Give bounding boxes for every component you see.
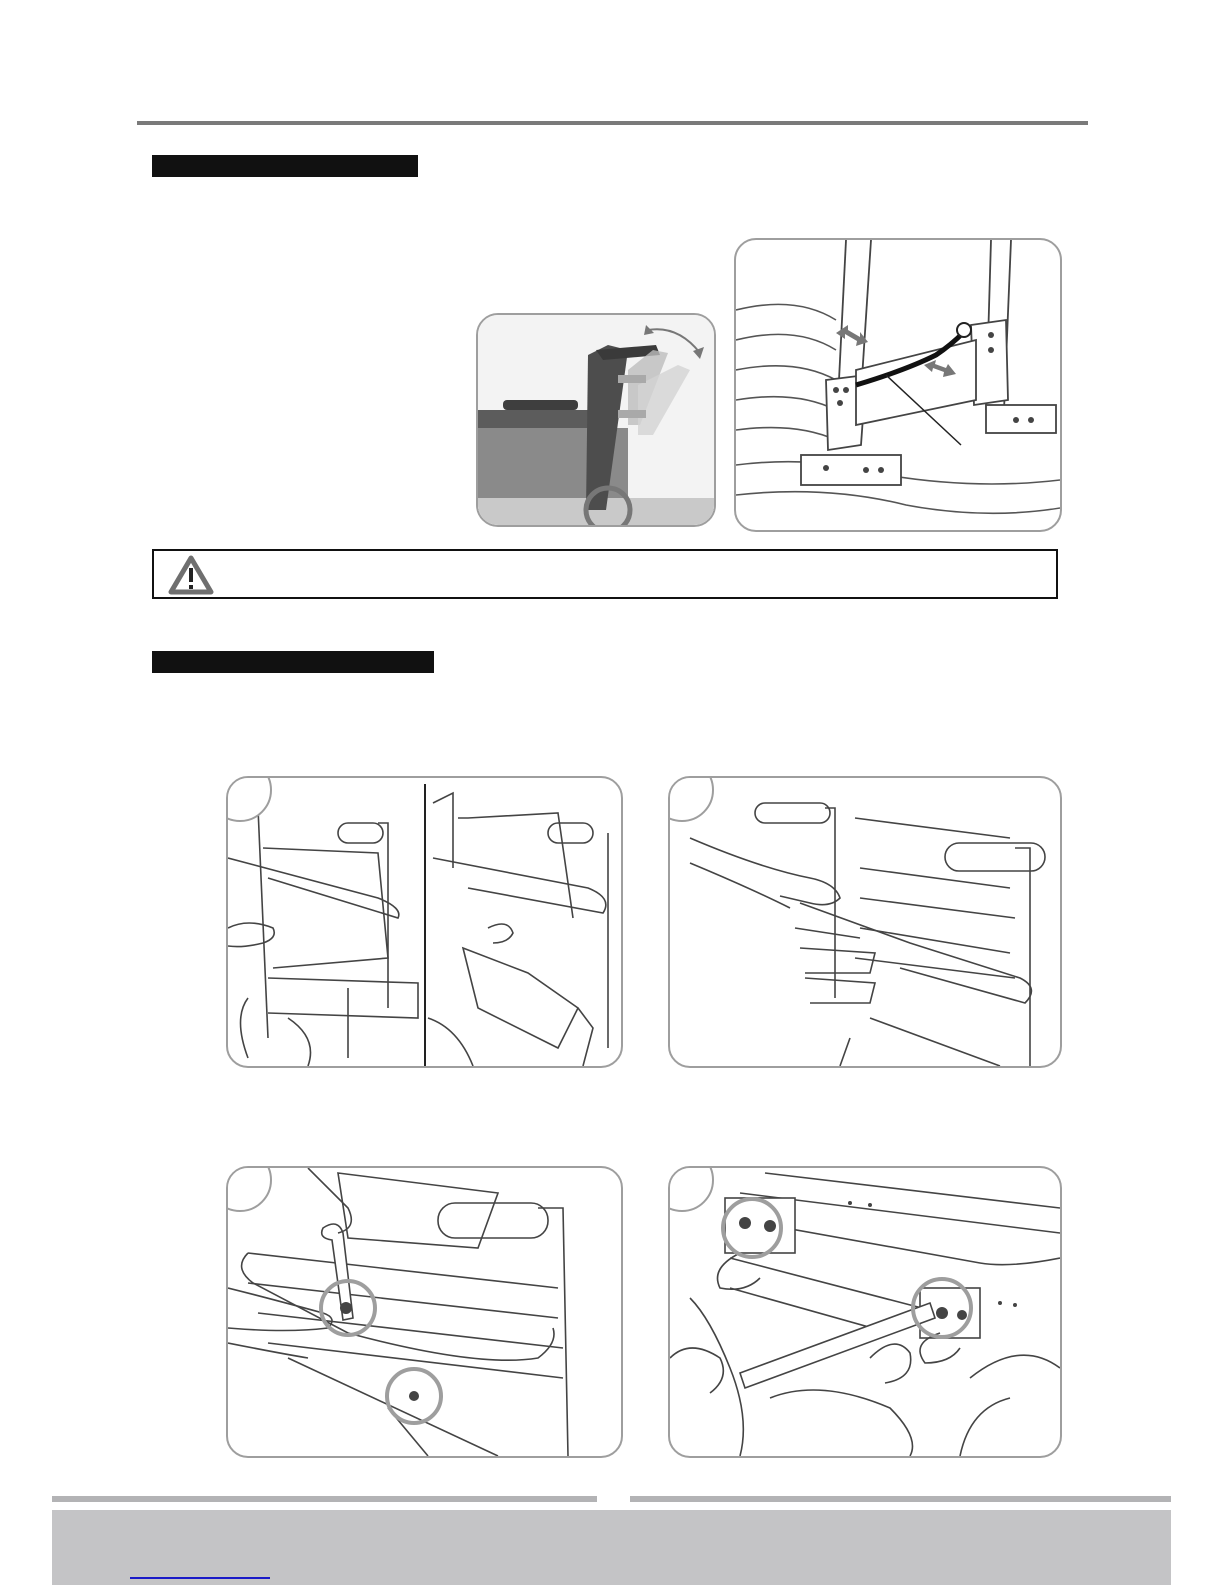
section-2-heading-bar [152, 651, 434, 673]
figure-step-4 [668, 1166, 1062, 1458]
footer-band [52, 1510, 1171, 1585]
step-1-divider [424, 784, 426, 1066]
section-1-heading-bar [152, 155, 418, 177]
warning-box [152, 549, 1058, 599]
footer-rule-left [52, 1496, 597, 1502]
step-3-illustration [228, 1168, 621, 1456]
figure-backrest-strap [734, 238, 1062, 532]
header-rule [137, 121, 1088, 125]
figure-backrest-angle [476, 313, 716, 527]
backrest-angle-illustration [478, 315, 714, 525]
figure-step-3 [226, 1166, 623, 1458]
step-2-illustration [670, 778, 1060, 1066]
figure-step-2 [668, 776, 1062, 1068]
step-4-illustration [670, 1168, 1060, 1456]
footer-link-underline[interactable] [130, 1577, 270, 1579]
footer-notch [597, 1496, 630, 1508]
backrest-strap-illustration [736, 240, 1060, 530]
footer-rule-right [630, 1496, 1171, 1502]
warning-triangle-icon [168, 555, 214, 595]
figure-step-1 [226, 776, 623, 1068]
